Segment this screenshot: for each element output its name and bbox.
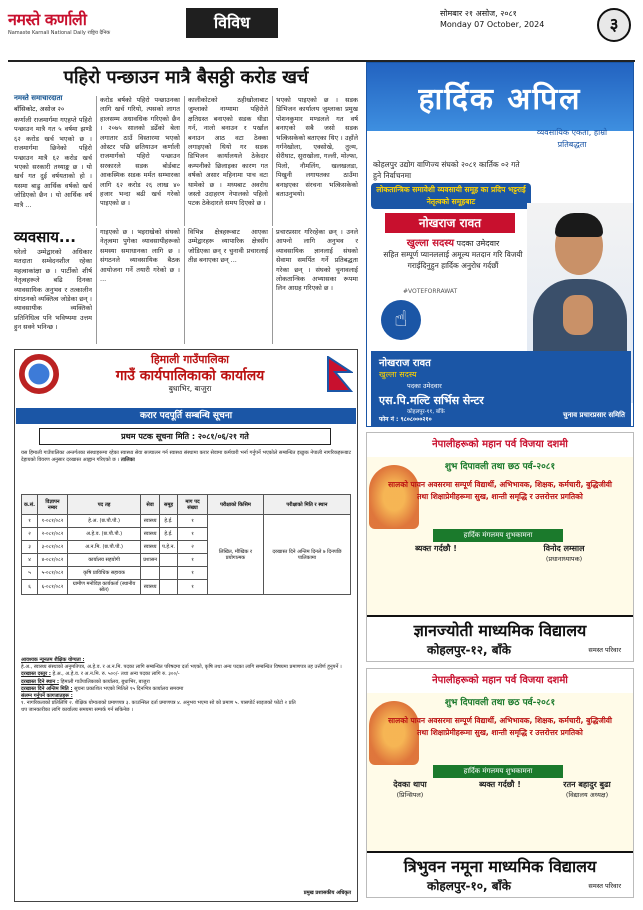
ad-panel-banner: लोकतान्त्रिक समावेशी व्यवसायी समूह का प्रदिप भट्टराई नेतृत्वको समूहबाट xyxy=(371,183,531,209)
dasain-greeting-title: नेपालीहरूको महान पर्व विजया दशमी xyxy=(367,669,633,693)
column-header: पद तह xyxy=(67,495,140,515)
table-cell: कृषि प्राविधिक सहायक xyxy=(67,567,140,580)
newspaper-logo[interactable] xyxy=(8,8,168,48)
notice-note: थप जानकारीका लागि कार्यालय समयमा सम्पर्क गर्न सकिनेछ । xyxy=(21,707,134,714)
attachments-text: १. नागरिकताको प्रतिलिपि २. शैक्षिक योग्यताको प्रमाणपत्र ३. काउन्सिल दर्ता प्रमाणपत्र ४. अनुभव भएमा सो को प्रमाण ५. पासपोर्ट साइजको फोटो २ प्रति xyxy=(21,700,296,707)
notice-intro-text: यस हिमाली गाउँपालिका अन्तर्गतका संस्थाहरूमा रहेका स्वास्थ्य सेवा सञ्चालन गर्न स्वास्थ्य संस्थामा करार सेवामा कर्मचारी भर्ना गर्नुपर्ने भएकोले सम्बन्धित इच्छुक नेपाली नागरिकहरूबाट देहायको विवरण अनुसार दरखास्त आह्वान गरिएको छ । xyxy=(21,450,351,463)
article-2-column-4: प्रचारप्रसार गरिरहेका छन् । उनले आफ्नो लागि अनुभव र व्यावसायिक ज्ञानलाई संघको सेवामा समर्पित गर्ने प्रतिबद्धता गरेका छन् । संघको चुनावलाई लोकतान्त्रिक अभ्यासका रूपमा लिन आग्रह गरिएको छ । xyxy=(276,228,358,293)
sender-right-name: रतन बहादुर बुढा xyxy=(563,780,611,789)
candidate-name: नोखराज रावत xyxy=(379,358,431,369)
table-cell: स्वास्थ्य xyxy=(141,541,160,554)
ad-appeal-text: सहित सम्पूर्ण प्यानललाई अमूल्य मतदान गरि विजयी गराईदिनुहुन हार्दिक अनुरोध गर्दछौं xyxy=(383,250,523,270)
issue-date-english: Monday 07 October, 2024 xyxy=(440,20,545,29)
festival-greeting-ad-2[interactable] xyxy=(366,668,634,898)
table-cell: १-०८१/०८२ xyxy=(38,515,68,528)
table-cell: प्रशासन xyxy=(141,554,160,567)
notice-signatory: प्रमुख प्रशासकीय अधिकृत xyxy=(303,890,351,896)
school-footer xyxy=(367,615,633,661)
notice-organization: हिमाली गाउँपालिका xyxy=(150,353,230,366)
table-cell: २ xyxy=(178,541,208,554)
table-cell: ४-०८१/०८२ xyxy=(38,554,68,567)
article-dateline: बाँसिकोट, असोज २० xyxy=(14,105,65,113)
candidate-organization: एस.पि.मल्टि सर्भिस सेन्टर xyxy=(379,394,484,407)
sender-right xyxy=(509,543,619,563)
column-header: परीक्षाको मिति र स्थान xyxy=(263,495,350,515)
table-cell: २ xyxy=(22,528,38,541)
qualification-text: हे.अ., स्वास्थ्य संस्थाको अनुमतिपत्र, अ.हे.व. र अ.न.मि. पदका लागि सम्बन्धित परिषदमा दर्ता भएको, कृषि तथा अन्य पदका लागि सम्बन्धित विषयमा प्रमाणपत्र तह उत्तीर्ण हुनुपर्ने । xyxy=(21,664,342,671)
table-cell: ग्रामीण मनोविज्ञ कार्यकर्ता (स्थानीय स्रोत) xyxy=(67,580,140,595)
article-column-3: कालीकोटको ठहीखोलाबाट जुम्लाको नाग्मामा पहिरोले क्षतिग्रस्त बनाएको सडक थीडा गर्न, नालो बनाउन र पर्खाल बनाउन आठ वटा ठेक्का लगाइएको थियो गर सडक डिभिजन कार्यालयले ठेकेदार कम्पनीको छिलाइका कारण गत वर्षको असार महिनामा पाच वटा थामेको छ । मध्यबाट अवरोध जस्तो उदाहरण नेपालको पहिलो पटक ठेकेदारले समय दिएको छ । xyxy=(188,96,268,208)
candidate-name-bar: नोखराज रावत xyxy=(385,213,515,233)
table-cell: स्वास्थ्य xyxy=(141,580,160,595)
fee-heading: दरखास्त दस्तुर : xyxy=(21,671,51,678)
section-title: विविध xyxy=(186,8,278,38)
column-divider xyxy=(96,228,97,344)
table-cell: हे.अ. (छ.पौ.पौ.) xyxy=(67,515,140,528)
tihar-greeting-title: शुभ दिपावली तथा छठ पर्व-२०८१ xyxy=(444,462,556,472)
election-appeal-ad[interactable] xyxy=(366,62,634,427)
table-cell: ५ xyxy=(22,567,38,580)
sender-left-role: (प्रिन्सिपल) xyxy=(396,791,424,799)
table-header-row xyxy=(22,495,351,515)
notice-title-banner: करार पदपूर्ति सम्बन्धि सूचना xyxy=(16,408,356,424)
masthead xyxy=(8,6,635,62)
place-heading: दरखास्त दिने स्थान : xyxy=(21,678,59,685)
candidate-address: कोहलपुर-११, बाँके xyxy=(407,409,445,415)
candidacy-suffix: पदका उमेदवार xyxy=(456,239,500,248)
ad-slogan: व्यवसायिक एकता, हाम्रो प्रतिबद्धता xyxy=(536,128,608,149)
greeting-banner: हार्दिक मंगलमय शुभकामना xyxy=(433,765,563,778)
table-cell: ३-०८१/०८२ xyxy=(38,541,68,554)
table-cell xyxy=(159,554,177,567)
candidate-info-panel xyxy=(371,351,631,427)
school-name: ज्ञानज्योती माध्यमिक विद्यालय xyxy=(413,621,587,640)
table-cell: ६ xyxy=(22,580,38,595)
greeting-banner: हार्दिक मंगलमय शुभकामना xyxy=(433,529,563,542)
column-divider xyxy=(184,228,185,344)
column-header: विज्ञापन नम्बर xyxy=(38,495,68,515)
table-cell: ३ xyxy=(22,541,38,554)
school-location: कोहलपुर-१०, बाँके xyxy=(427,879,511,893)
notice-intro xyxy=(21,450,351,464)
issue-date-nepali: सोमबार २१ असोज, २०८१ xyxy=(440,9,517,18)
table-cell: ५-०८१/०८२ xyxy=(38,567,68,580)
photo-hands-shape xyxy=(563,295,593,335)
notice-address: बुधाभिर, बाजुरा xyxy=(168,384,212,393)
column-divider xyxy=(184,96,185,226)
sender-right-role: (प्रधानाध्यापक) xyxy=(545,555,583,563)
festival-greeting-ad-1[interactable] xyxy=(366,432,634,662)
sender-right-role: (विद्यालय अध्यक्ष) xyxy=(565,791,609,799)
dasain-greeting-title: नेपालीहरूको महान पर्व विजया दशमी xyxy=(367,433,633,457)
sender-left-name: देवका थापा xyxy=(393,780,427,789)
issue-date xyxy=(440,8,568,30)
attachments-heading: संलग्न गर्नुपर्ने कागजातहरू : xyxy=(21,693,73,700)
table-cell: कार्यालय सहयोगी xyxy=(67,554,140,567)
table-cell: १ xyxy=(178,567,208,580)
table-cell: १ xyxy=(178,515,208,528)
sender-right-name: विनोद लम्साल xyxy=(543,544,585,553)
sender-left xyxy=(375,779,445,799)
column-header: परीक्षाको किसिम xyxy=(208,495,264,515)
table-cell: अ.न.मि. (छ.पौ.पौ.) xyxy=(67,541,140,554)
school-name: त्रिभुवन नमूना माध्यमिक विद्यालय xyxy=(403,857,597,876)
photo-hair-shape xyxy=(555,213,603,237)
column-divider xyxy=(272,96,273,226)
school-signoff: समस्त परिवार xyxy=(588,646,621,654)
candidate-phone: फोन नं : ९८०८०००२१० xyxy=(379,416,432,423)
sender-center xyxy=(445,779,555,790)
article-2-headline[interactable]: व्यवसाय... xyxy=(14,228,76,246)
article-column-1: कर्णाली राजमार्गमा गएहप्ते पहिरो पन्छाउन मात्रै गत ५ वर्षमा झण्डै ६२ करोड खर्च भएको छ । राजमार्गमा छिनेको पहिरो पन्छाउन मात्रै ६२ करोड खर्च भएको सरकारी तथ्याङ्क छ । यो खर्च गत दुई वर्षयताको हो । यसमा बाढु आर्थिक वर्षको खर्च जोडिएको छैन । यो आर्थिक वर्ष मात्रै ... xyxy=(14,116,92,209)
fee-text: हे.अ., अ.हे.व. र अ.न.मि. रु. ५००/- तथा अन्य पदका लागि रु. ३००/- xyxy=(52,671,180,678)
column-divider xyxy=(272,228,273,344)
ad-header xyxy=(367,63,633,131)
deadline-text: सूचना प्रकाशित भएको मितिले १५ दिनभित्र कार्यालय समयमा xyxy=(74,685,184,692)
brand-tagline: Namaste Karnali National Daily राष्ट्रिय दैनिक xyxy=(8,30,111,36)
school-footer xyxy=(367,851,633,897)
table-row xyxy=(22,515,351,528)
notice-publish-date: प्रथम पटक सूचना मिति : २०८१/०६/२१ गते xyxy=(39,428,331,445)
exam-type-cell: लिखित, मौखिक र प्रयोगात्मक xyxy=(208,515,264,595)
ad-title: हार्दिक अपिल xyxy=(418,82,582,117)
table-cell: १ xyxy=(178,528,208,541)
school-signoff: समस्त परिवार xyxy=(588,882,621,890)
candidacy-line xyxy=(373,235,533,249)
qualification-heading: आवश्यक न्यूनतम शैक्षिक योग्यता : xyxy=(21,657,85,663)
page-number: ३ xyxy=(597,8,631,42)
table-cell: २-०८१/०८२ xyxy=(38,528,68,541)
table-cell: स्वास्थ्य xyxy=(141,515,160,528)
article-2-column-3: विभिन्न क्षेत्रहरूबाट आएका उम्मेद्वारहरू व्यापारिक क्षेत्रसँग जोडिएका छन् र चुनावी प्रचारलाई तीव्र बनाएका छन् ... xyxy=(188,228,268,265)
sender-left-name: ब्यक्त गर्दछौ ! xyxy=(415,544,457,553)
article-column-4: भएको पाइएको छ । सडक डिभिजन कार्यालय जुम्लाका प्रमुख पोशनकुमार मण्डलले गत वर्ष बनाएको सबै जसो सडक भत्किसकेको बताएका थिए । उहाँले गर्गनेखोला, एक्सोखे, तुल्म, सेरीघाट, सुराखोला, गल्ली, मोल्फा, पिलो, नौमलिंग, खलखलडा, पिखुनी लगायतका ठाउँमा बनाइएका संरचना भत्किसकेको बताउनुभयो। xyxy=(276,96,358,199)
sender-right xyxy=(547,779,627,799)
article-2-column-1: घरेलो उम्मेद्वारको अधिकार मतदाता सम्वेदनशील रहेका महत्वाकांक्षा छ । पार्टीको शीर्ष नेतृत्वहरूले बढि दिनका व्यावसायिक अनुभव र तत्कालीन संगठनको व्यक्तित्व जोडेका छन् । व्यावसायीक व्यक्तिको प्रतिनिधित्व पनि भविष्यमा उत्तम हुन सक्ने भनिन्छ । xyxy=(14,248,92,332)
column-header: सेवा xyxy=(141,495,160,515)
table-cell xyxy=(159,567,177,580)
table-cell: हे.ई. xyxy=(159,515,177,528)
brand-name: नमस्ते कर्णाली xyxy=(8,10,87,29)
notice-table-label: तालिका xyxy=(120,457,135,463)
candidate-post: खुल्ला सदस्य xyxy=(379,370,417,379)
column-divider xyxy=(96,96,97,226)
notice-details xyxy=(21,657,351,715)
article-2-column-2: गाइएको छ । भइराखेको संघको नेतृत्वमा पुगेका व्यावसायीहरूको समस्या समाधानका लागि छ । संगठनले व्यावसायिक बैठक आयोजना गर्ने तयारी गरेको छ । ... xyxy=(100,228,180,284)
festival-wish-text: सालको पावन अवसरमा सम्पूर्ण विद्यार्थी, अभिभावक, शिक्षक, कर्मचारी, बुद्धिजीवी तथा शिक्षाप्रेमीहरूमा सुख, शान्ती समृद्धि र उत्तरोत्तर प्रगतिको xyxy=(388,716,612,737)
deadline-heading: दरखास्त दिने अन्तिम मिति : xyxy=(21,685,73,692)
column-header: क.सं. xyxy=(22,495,38,515)
vote-hand-icon: ☝ xyxy=(381,300,421,340)
table-cell: प.हे.न. xyxy=(159,541,177,554)
table-cell: स्वास्थ्य xyxy=(141,528,160,541)
table-cell: हे.ई. xyxy=(159,528,177,541)
table-cell: ४ xyxy=(22,554,38,567)
campaign-committee: चुनाव प्रचारप्रसार समिति xyxy=(563,411,625,419)
table-cell xyxy=(141,567,160,580)
candidacy-post: खुल्ला सदस्य xyxy=(406,238,454,249)
notice-office: गाउँ कार्यपालिकाको कार्यालय xyxy=(115,368,265,384)
place-text: हिमाली गाउँपालिकाको कार्यालय, बुधाभिर, बाजुरा xyxy=(60,678,150,685)
article-column-2: करोड बर्षको पहिरो पन्छाउनका लागि खर्च गरियो, त्यसको लागत हालसम्म अधावधिक गरिएको छैन । २०७५ सालको डढेँको बेला लगातार ठाउँ विस्तारमा भएको ओस्टर पछि छतियाउन कर्णाली राजमार्गको पहिरो पन्छाउन सरकारले सडक बोर्डबाट आकस्मिक सडक मर्मत सम्भारका लागि ६२ करोड २६ लाख ४० हजार भन्दा बढी खर्च गरेको पाइएको छ । xyxy=(100,96,180,208)
vacancy-notice xyxy=(14,349,358,902)
vacancy-table xyxy=(21,494,351,595)
sender-center-text: ब्यक्त गर्दछौ ! xyxy=(479,780,521,789)
article-headline[interactable]: पहिरो पन्छाउन मात्रै बैसठ्ठी करोड खर्च xyxy=(63,67,309,88)
column-header: समूह xyxy=(159,495,177,515)
article-byline: नमस्ते समाचारदाता xyxy=(14,94,63,102)
nepal-flag-icon xyxy=(327,356,353,392)
tihar-greeting-title: शुभ दिपावली तथा छठ पर्व-२०८१ xyxy=(444,698,556,708)
government-emblem-icon xyxy=(19,354,59,394)
table-cell xyxy=(159,580,177,595)
ad-hashtag: #VOTEFORRAWAT xyxy=(403,288,458,295)
column-header: माग पद संख्या xyxy=(178,495,208,515)
table-cell: १ xyxy=(22,515,38,528)
candidate-post-label: पदका उमेदवार xyxy=(407,382,442,390)
table-cell: अ.हे.व. (छ.पौ.पौ.) xyxy=(67,528,140,541)
school-location: कोहलपुर-१२, बाँके xyxy=(427,643,511,657)
sender-left xyxy=(381,543,491,554)
ad-intro: कोहलपुर उद्योग वाणिज्य संघको २०८१ कार्तिक ०२ गते हुने निर्वाचनमा xyxy=(373,160,520,180)
festival-wish-text: सालको पावन अवसरमा सम्पूर्ण विद्यार्थी, अभिभावक, शिक्षक, कर्मचारी, बुद्धिजीवी तथा शिक्षाप्रेमीहरूमा सुख, शान्ती समृद्धि र उत्तरोत्तर प्रगतिको xyxy=(388,480,612,501)
exam-place-cell: दरखास्त दिने अन्तिम दिनले ७ दिनपछि पालिकामा xyxy=(263,515,350,595)
table-cell: ६-०८१/०८२ xyxy=(38,580,68,595)
table-cell: १ xyxy=(178,580,208,595)
table-cell: १ xyxy=(178,554,208,567)
